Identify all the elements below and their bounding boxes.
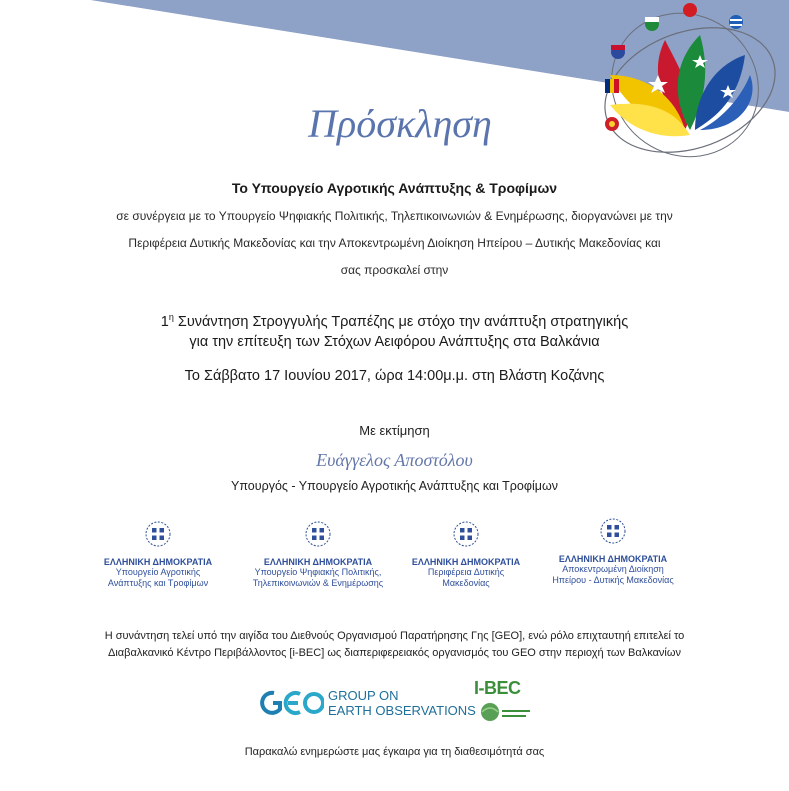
greek-emblem-icon — [599, 517, 627, 545]
page-title: Πρόσκληση — [308, 101, 492, 146]
logo-ministry-agriculture — [78, 520, 238, 589]
logo-region-west-macedonia — [386, 520, 546, 589]
logo-line-2: Ηπείρου - Δυτικής Μακεδονίας — [552, 575, 674, 585]
event-title-line-2: για την επίτευξη των Στόχων Αειφόρου Ανάπτυξης στα Βαλκάνια — [189, 334, 600, 350]
invitation-line-2: Περιφέρεια Δυτικής Μακεδονίας και την Αποκεντρωμένη Διοίκηση Ηπείρου – Δυτικής Μακεδονίας και — [128, 236, 661, 250]
greek-emblem-icon — [144, 520, 172, 548]
auspices-line-1: Η συνάντηση τελεί υπό την αιγίδα του Διεθνούς Οργανισμού Παρατήρησης Γης [GEO], ενώ ρόλο επιχταυτηή επιτελεί το — [104, 630, 685, 642]
balkan-flags-emblem — [590, 0, 789, 165]
logo-line-2: Μακεδονίας — [442, 578, 490, 588]
logo-heading: ΕΛΛΗΝΙΚΗ ΔΗΜΟΚΡΑΤΙΑ — [558, 554, 668, 564]
signature-closing: Με εκτίμηση — [359, 423, 430, 438]
ibec-globe-icon — [476, 700, 532, 726]
logo-heading: ΕΛΛΗΝΙΚΗ ΔΗΜΟΚΡΑΤΙΑ — [411, 557, 521, 567]
logo-line-1: Αποκεντρωμένη Διοίκηση — [562, 564, 664, 574]
geo-mark-icon — [258, 687, 324, 719]
event-title-rest: Συνάντηση Στρογγυλής Τραπέζης με στόχο την ανάπτυξη στρατηγικής — [173, 313, 629, 330]
rsvp-note: Παρακαλώ ενημερώστε μας έγκαιρα για τη διαθεσιμότητά σας — [244, 746, 545, 758]
greek-emblem-icon — [304, 520, 332, 548]
logo-ministry-digital — [238, 520, 398, 589]
logo-line-1: Υπουργείο Ψηφιακής Πολιτικής, — [254, 567, 382, 577]
invitation-line-3: σας προσκαλεί στην — [340, 263, 449, 277]
signature-name: Ευάγγελος Αποστόλου — [316, 450, 473, 470]
invitation-line-1: σε συνέργεια με το Υπουργείο Ψηφιακής Πολιτικής, Τηλεπικοινωνιών & Ενημέρωσης, διοργανώνει με την — [116, 209, 673, 223]
ibec-name: I-BEC — [474, 678, 521, 698]
ibec-logo — [474, 678, 534, 726]
logo-line-2: Ανάπτυξης και Τροφίμων — [107, 578, 209, 588]
event-ordinal: 1 — [160, 313, 169, 330]
signature-role: Υπουργός - Υπουργείο Αγροτικής Ανάπτυξης και Τροφίμων — [231, 479, 558, 493]
logo-decentralized-administration — [533, 517, 693, 586]
logo-line-2: Τηλεπικοινωνιών & Ενημέρωσης — [252, 578, 384, 588]
logo-heading: ΕΛΛΗΝΙΚΗ ΔΗΜΟΚΡΑΤΙΑ — [103, 557, 213, 567]
auspices-line-2: Διαβαλκανικό Κέντρο Περιβάλλοντος [i-BEC] ως διαπεριφερειακός οργανισμός του GEO στην περιοχή των Βαλκανίων — [108, 647, 681, 659]
greek-emblem-icon — [452, 520, 480, 548]
geo-line-2: EARTH OBSERVATIONS — [328, 703, 476, 718]
logo-line-1: Περιφέρεια Δυτικής — [427, 567, 505, 577]
host-ministry: Το Υπουργείο Αγροτικής Ανάπτυξης & Τροφίμων — [231, 180, 558, 196]
event-ordinal-suffix: η — [168, 312, 174, 322]
logo-line-1: Υπουργείο Αγροτικής — [115, 567, 201, 577]
geo-line-1: GROUP ON — [328, 688, 399, 703]
event-datetime: Το Σάββατο 17 Ιουνίου 2017, ώρα 14:00μ.μ. στη Βλάστη Κοζάνης — [184, 368, 605, 384]
event-title-line-1 — [0, 312, 789, 330]
logo-heading: ΕΛΛΗΝΙΚΗ ΔΗΜΟΚΡΑΤΙΑ — [263, 557, 373, 567]
geo-logo — [258, 686, 476, 720]
